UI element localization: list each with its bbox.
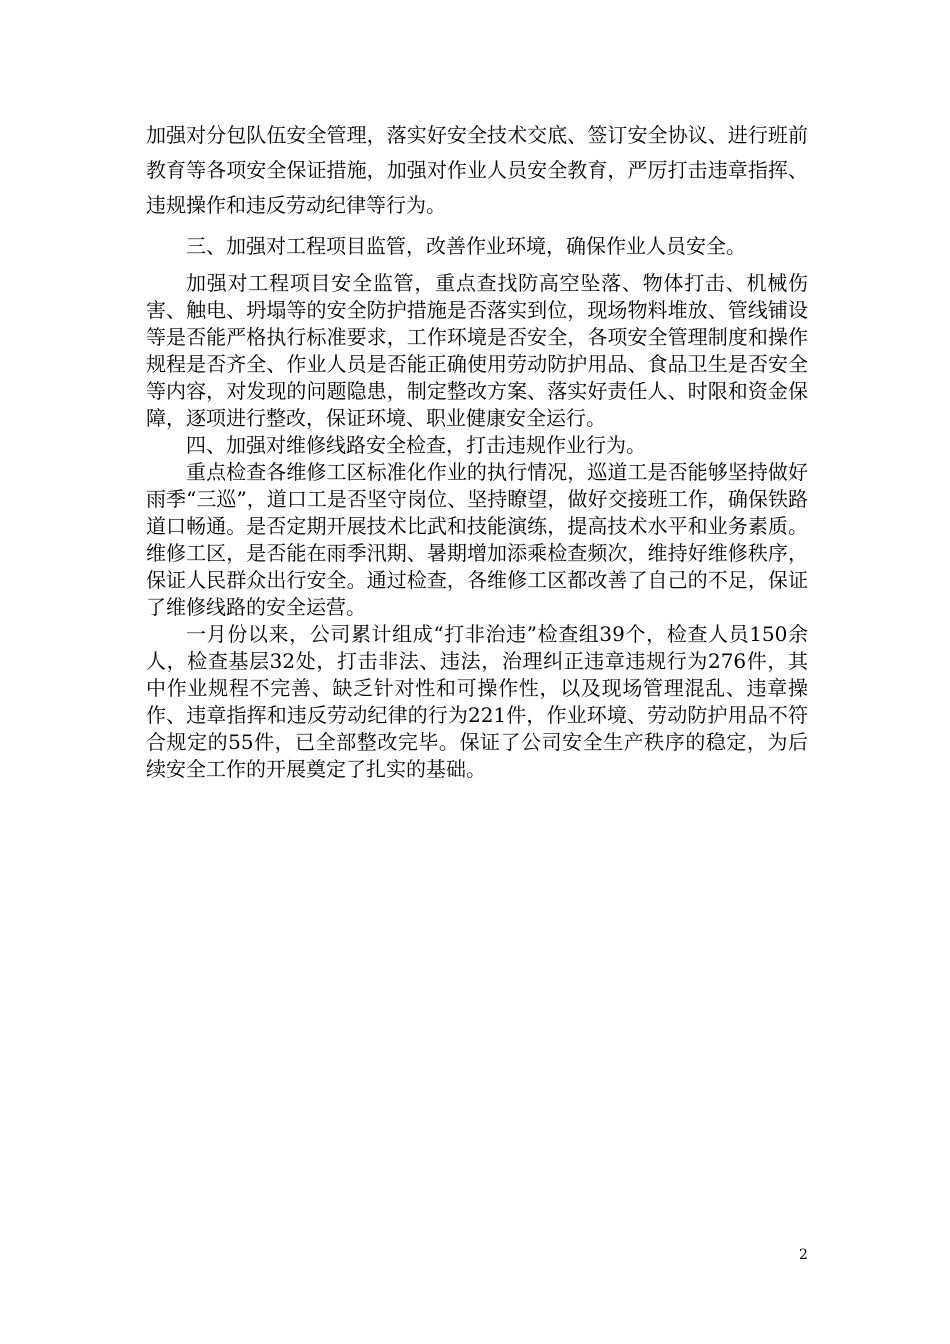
section-block-bottom xyxy=(146,270,808,783)
page-number: 2 xyxy=(799,1247,808,1263)
paragraph-inspection-summary: 一月份以来，公司累计组成“打非治违”检查组39个，检查人员150余人，检查基层32处，打击非法、违法，治理纠正违章违规行为276件，其中作业规程不完善、缺乏针对性和可操作性，以及现场管理混乱、违章操作、违章指挥和违反劳动纪律的行为221件，作业环境、劳动防护用品不符合规定的55件，已全部整改完毕。保证了公司安全生产秩序的稳定，为后续安全工作的开展奠定了扎实的基础。 xyxy=(146,622,808,781)
section-heading-four: 四、加强对维修线路安全检查，打击违规作业行为。 xyxy=(186,433,646,457)
paragraph-maintenance-inspection: 重点检查各维修工区标准化作业的执行情况，巡道工是否能够坚持做好雨季“三巡”，道口工是否坚守岗位、坚持瞭望，做好交接班工作，确保铁路道口畅通。是否定期开展技术比武和技能演练，提高技术水平和业务素质。维修工区，是否能在雨季汛期、暑期增加添乘检查频次，维持好维修秩序，保证人民群众出行安全。通过检查，各维修工区都改善了自己的不足，保证了维修线路的安全运营。 xyxy=(146,460,808,619)
paragraph-subcontractor-management: 加强对分包队伍安全管理，落实好安全技术交底、签订安全协议、进行班前教育等各项安全保证措施，加强对作业人员安全教育，严厉打击违章指挥、违规操作和违反劳动纪律等行为。 xyxy=(146,123,808,217)
paragraph-project-supervision: 加强对工程项目安全监管，重点查找防高空坠落、物体打击、机械伤害、触电、坍塌等的安全防护措施是否落实到位，现场物料堆放、管线铺设等是否能严格执行标准要求，工作环境是否安全，各项安全管理制度和操作规程是否齐全、作业人员是否能正确使用劳动防护用品、食品卫生是否安全等内容，对发现的问题隐患，制定整改方案、落实好责任人、时限和资金保障，逐项进行整改，保证环境、职业健康安全运行。 xyxy=(146,271,808,430)
section-block-top xyxy=(146,118,808,264)
section-heading-three: 三、加强对工程项目监管，改善作业环境，确保作业人员安全。 xyxy=(186,234,746,258)
document-body xyxy=(146,118,808,783)
